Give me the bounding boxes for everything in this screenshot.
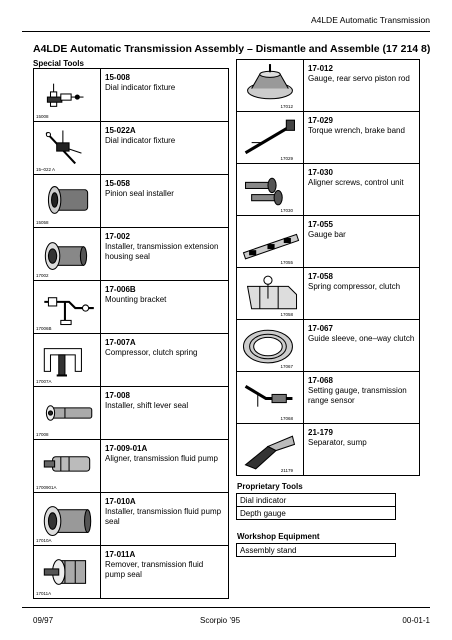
- tool-number: 17-055: [308, 220, 333, 229]
- tool-description-cell: [101, 334, 229, 387]
- tool-description: Gauge bar: [308, 230, 346, 239]
- tool-number: 17-010A: [105, 497, 136, 506]
- tool-image-cell: [34, 281, 101, 334]
- tool-description: Installer, shift lever seal: [105, 401, 189, 410]
- workshop-equipment-table: [236, 543, 396, 557]
- tool-image-code: 15008: [36, 114, 49, 119]
- tool-row: [237, 216, 420, 268]
- tool-row: [34, 69, 229, 122]
- tool-row: [237, 424, 420, 476]
- tool-number: 17-068: [308, 376, 333, 385]
- header-rule: [22, 31, 430, 32]
- tool-image-cell: [237, 112, 304, 164]
- tool-image-code: 17068: [280, 416, 293, 421]
- tool-description: Aligner screws, control unit: [308, 178, 404, 187]
- tool-description: Spring compressor, clutch: [308, 282, 401, 291]
- tool-image-code: 17011A: [36, 591, 52, 596]
- aligner-screws-icon: [237, 164, 303, 215]
- tool-number: 17-008: [105, 391, 130, 400]
- tool-number: 15-022A: [105, 126, 136, 135]
- tool-row: [34, 440, 229, 493]
- tool-row: [34, 546, 229, 599]
- tool-image-code: 15058: [36, 220, 49, 225]
- tool-image-code: 17067: [280, 364, 293, 369]
- tool-description: Compressor, clutch spring: [105, 348, 198, 357]
- tool-number: 17-011A: [105, 550, 136, 559]
- tool-number: 17-006B: [105, 285, 136, 294]
- tool-image-code: 17007A: [36, 379, 52, 384]
- setting-gauge-icon: [237, 372, 303, 423]
- workshop-equipment-heading: Workshop Equipment: [237, 532, 320, 541]
- tool-description: Installer, transmission fluid pump seal: [105, 507, 222, 526]
- tool-image-cell: [237, 320, 304, 372]
- tool-description-cell: [304, 372, 420, 424]
- tool-image-cell: [34, 440, 101, 493]
- tool-description-cell: [304, 216, 420, 268]
- tool-description-cell: [304, 112, 420, 164]
- tool-row: [34, 387, 229, 440]
- tool-image-code: 17010A: [36, 538, 52, 543]
- right-tools-table: [236, 59, 420, 476]
- tool-description-cell: [101, 175, 229, 228]
- tool-number: 17-029: [308, 116, 333, 125]
- tool-description-cell: [101, 122, 229, 175]
- tool-row: [237, 320, 420, 372]
- tool-row: [237, 60, 420, 112]
- tool-number: 15-008: [105, 73, 130, 82]
- spring-compressor-icon: [237, 268, 303, 319]
- tool-description: Guide sleeve, one–way clutch: [308, 334, 415, 343]
- tool-description-cell: [101, 546, 229, 599]
- tool-image-code: 1700901A: [36, 485, 57, 490]
- tool-image-code: 15–022 A: [36, 167, 56, 172]
- tool-description-cell: [101, 69, 229, 122]
- guide-sleeve-icon: [237, 320, 303, 371]
- tool-description: Torque wrench, brake band: [308, 126, 405, 135]
- proprietary-item: Dial indicator: [237, 494, 396, 507]
- tool-image-code: 21179: [280, 468, 293, 473]
- left-tools-table: [33, 68, 229, 599]
- tool-image-cell: [237, 372, 304, 424]
- tool-description: Installer, transmission extension housing seal: [105, 242, 219, 261]
- tool-image-code: 17055: [280, 260, 293, 265]
- footer-rule: [22, 607, 430, 608]
- tool-image-cell: [34, 334, 101, 387]
- tool-number: 17-012: [308, 64, 333, 73]
- tool-image-code: 17029: [280, 156, 293, 161]
- footer-date: 09/97: [33, 616, 54, 625]
- tool-description-cell: [304, 424, 420, 476]
- tool-description-cell: [304, 320, 420, 372]
- tool-image-code: 17002: [36, 273, 49, 278]
- tool-image-code: 17006B: [36, 326, 52, 331]
- tool-description: Mounting bracket: [105, 295, 167, 304]
- tool-row: [237, 372, 420, 424]
- tool-description: Gauge, rear servo piston rod: [308, 74, 410, 83]
- tool-row: [34, 493, 229, 546]
- tool-description-cell: [304, 164, 420, 216]
- proprietary-tools-table: [236, 493, 396, 520]
- tool-image-cell: [237, 268, 304, 320]
- special-tools-heading: Special Tools: [33, 59, 84, 68]
- tool-image-cell: [237, 60, 304, 112]
- tool-description-cell: [101, 440, 229, 493]
- tool-image-cell: [237, 216, 304, 268]
- tool-image-cell: [34, 387, 101, 440]
- tool-description-cell: [101, 387, 229, 440]
- tool-image-cell: [34, 69, 101, 122]
- tool-image-code: 17058: [280, 312, 293, 317]
- tool-row: [237, 268, 420, 320]
- proprietary-item: Depth gauge: [237, 507, 396, 520]
- footer-model: Scorpio ’95: [200, 616, 241, 625]
- tool-image-cell: [34, 175, 101, 228]
- footer-page-number: 00-01-1: [402, 616, 430, 625]
- tool-image-code: 17012: [280, 104, 293, 109]
- tool-number: 17-058: [308, 272, 333, 281]
- tool-description: Setting gauge, transmission range sensor: [308, 386, 407, 405]
- tool-description-cell: [101, 281, 229, 334]
- tool-row: [237, 164, 420, 216]
- tool-number: 21-179: [308, 428, 333, 437]
- tool-description: Dial indicator fixture: [105, 136, 176, 145]
- tool-row: [34, 334, 229, 387]
- tool-row: [34, 228, 229, 281]
- tool-number: 17-067: [308, 324, 333, 333]
- tool-description-cell: [101, 228, 229, 281]
- gauge-bar-icon: [237, 216, 303, 267]
- tool-image-cell: [34, 546, 101, 599]
- sump-separator-icon: [237, 424, 303, 475]
- servo-gauge-icon: [237, 60, 303, 111]
- tool-row: [34, 122, 229, 175]
- tool-image-cell: [34, 122, 101, 175]
- tool-image-cell: [237, 424, 304, 476]
- tool-description: Dial indicator fixture: [105, 83, 176, 92]
- tool-description: Aligner, transmission fluid pump: [105, 454, 218, 463]
- tool-row: [34, 281, 229, 334]
- running-header: A4LDE Automatic Transmission: [310, 15, 430, 25]
- tool-description-cell: [304, 268, 420, 320]
- workshop-item: Assembly stand: [237, 544, 396, 557]
- tool-number: 17-030: [308, 168, 333, 177]
- tool-number: 17-009-01A: [105, 444, 148, 453]
- tool-number: 17-007A: [105, 338, 136, 347]
- tool-description-cell: [101, 493, 229, 546]
- torque-wrench-icon: [237, 112, 303, 163]
- tool-description: Remover, transmission fluid pump seal: [105, 560, 204, 579]
- tool-image-cell: [34, 493, 101, 546]
- tool-number: 15-058: [105, 179, 130, 188]
- page-title: A4LDE Automatic Transmission Assembly – Dismantle and Assemble (17 214 8): [33, 43, 431, 55]
- tool-image-cell: [237, 164, 304, 216]
- tool-number: 17-002: [105, 232, 130, 241]
- tool-row: [237, 112, 420, 164]
- proprietary-tools-heading: Proprietary Tools: [237, 482, 303, 491]
- tool-image-cell: [34, 228, 101, 281]
- tool-image-code: 17030: [280, 208, 293, 213]
- tool-image-code: 17008: [36, 432, 49, 437]
- tool-description: Separator, sump: [308, 438, 367, 447]
- tool-description: Pinion seal installer: [105, 189, 174, 198]
- tool-row: [34, 175, 229, 228]
- tool-description-cell: [304, 60, 420, 112]
